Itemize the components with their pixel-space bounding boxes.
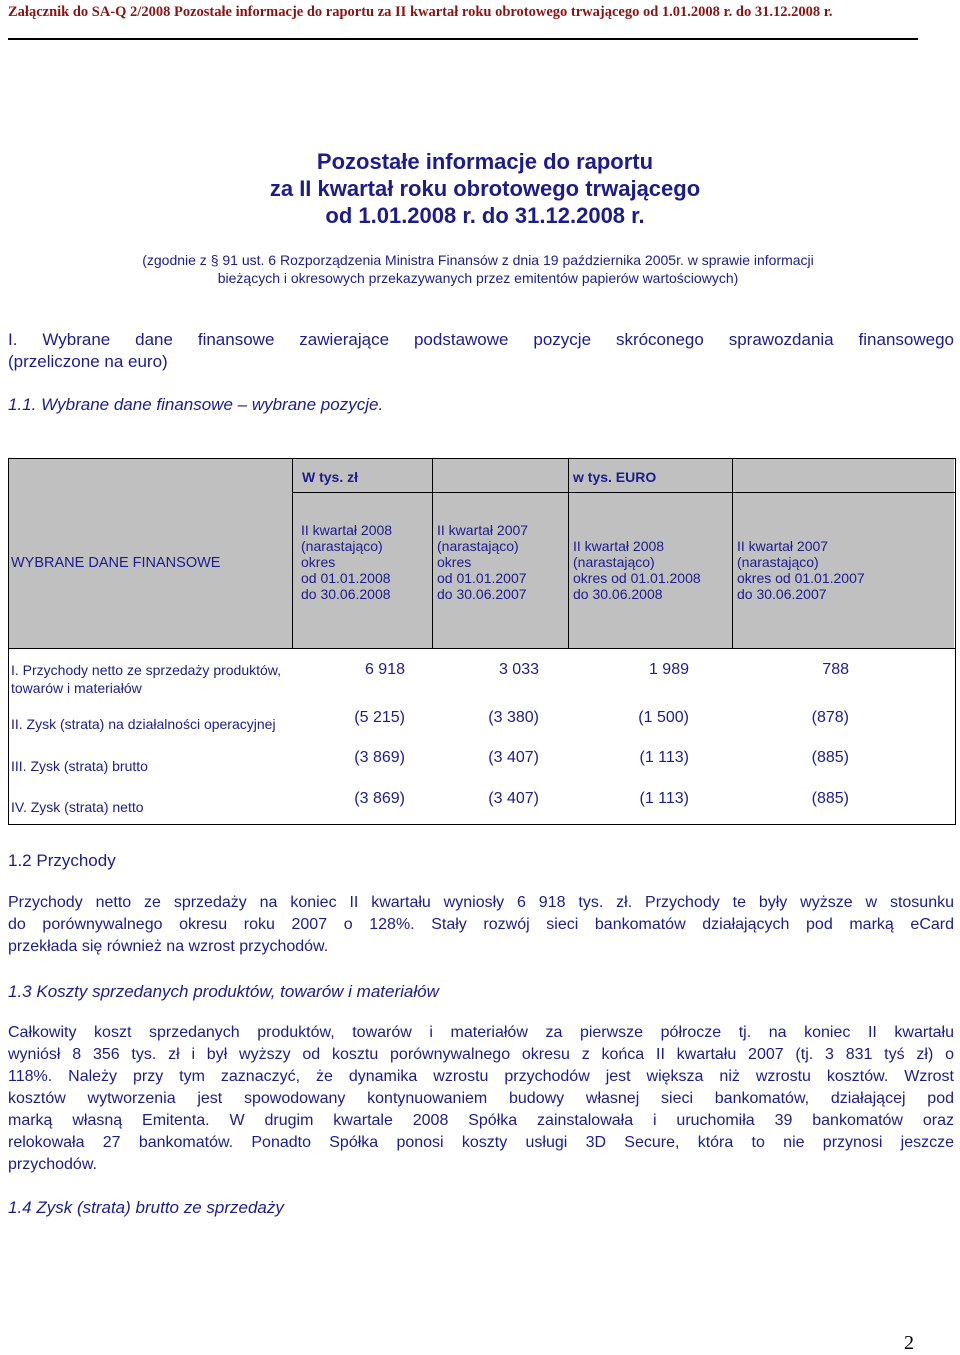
section-1-3-line-7: przychodów. (8, 1156, 97, 1173)
title-line-1: Pozostałe informacje do raportu (316, 149, 654, 174)
value-eur-2008: 1 989 (648, 661, 689, 678)
value-pln-2008: (3 869) (354, 790, 405, 807)
value-pln-2007: (3 407) (488, 749, 539, 766)
section-1-4-heading: 1.4 Zysk (strata) brutto ze sprzedaży (8, 1198, 284, 1217)
section-1-3-line-4: kosztów wytworzenia jest spowodowany kontynuowaniem budowy własnej sieci bankomatów, działającej pod (8, 1090, 954, 1107)
section-1-3-line-1: Całkowity koszt sprzedanych produktów, towarów i materiałów za pierwsze półrocze tj. na koniec II kwartału (8, 1024, 954, 1041)
row-header-label: WYBRANE DANE FINANSOWE (11, 555, 221, 571)
section-1-3-heading: 1.3 Koszty sprzedanych produktów, towarów i materiałów (8, 982, 439, 1001)
value-eur-2007: (885) (811, 790, 849, 807)
section-1-heading-line-2: (przeliczone na euro) (8, 352, 168, 371)
column-header-pln-2008: II kwartał 2008 (narastająco) okres od 01.01.2008 do 30.06.2008 (301, 522, 393, 602)
value-eur-2007: (878) (811, 709, 849, 726)
column-header-pln-2007: II kwartał 2007 (narastająco) okres od 01.01.2007 do 30.06.2007 (437, 522, 529, 602)
column-header-eur-2008: II kwartał 2008 (narastająco) okres od 01.01.2008 do 30.06.2008 (573, 538, 701, 602)
row-label: I. Przychody netto ze sprzedaży produktów, towarów i materiałów (11, 662, 282, 696)
value-eur-2007: (885) (811, 749, 849, 766)
value-pln-2007: 3 033 (498, 661, 539, 678)
row-label: IV. Zysk (strata) netto (11, 799, 144, 815)
section-1-2-line-3: przekłada się również na wzrost przychodów. (8, 938, 329, 955)
section-1-1-heading: 1.1. Wybrane dane finansowe – wybrane pozycje. (8, 395, 384, 414)
section-1-3-line-6: relokowała 27 bankomatów. Ponadto Spółka ponosi koszty usługi 3D Secure, która to nie przynosi jeszcze (8, 1134, 954, 1151)
unit-eur-label: w tys. EURO (573, 469, 657, 485)
value-pln-2008: 6 918 (364, 661, 405, 678)
document-header: Załącznik do SA-Q 2/2008 Pozostałe informacje do raportu za II kwartał roku obrotowego trwającego od 1.01.2008 r. do 31.12.2008 r. (8, 4, 833, 20)
section-1-3-line-3: 118%. Należy przy tym zaznaczyć, że dynamika wzrostu przychodów jest większa niż wzrostu kosztów. Wzrost (8, 1068, 954, 1085)
value-eur-2007: 788 (822, 661, 849, 678)
value-eur-2008: (1 113) (639, 749, 689, 766)
value-pln-2007: (3 407) (488, 790, 539, 807)
section-1-2-line-1: Przychody netto ze sprzedaży na koniec II kwartału wyniosły 6 918 tys. zł. Przychody te były wyższe w stosunku (8, 894, 954, 911)
legal-note-line-2: bieżących i okresowych przekazywanych przez emitentów papierów wartościowych) (217, 270, 739, 286)
legal-note-line-1: (zgodnie z § 91 ust. 6 Rozporządzenia Ministra Finansów z dnia 19 października 2005r. w sprawie informacji (142, 252, 814, 268)
section-1-heading-line-1: I. Wybrane dane finansowe zawierające podstawowe pozycje skróconego sprawozdania finansowego (8, 330, 954, 349)
page-number: 2 (904, 1332, 914, 1354)
column-header-eur-2007: II kwartał 2007 (narastająco) okres od 01.01.2007 do 30.06.2007 (737, 538, 865, 602)
section-1-3-line-2: wyniósł 8 356 tys. zł i był wyższy od kosztu porównywalnego okresu z końca II kwartału 2007 (tj. 3 831 tyś zł) o (8, 1046, 954, 1063)
header-rule (8, 38, 918, 40)
value-eur-2008: (1 500) (638, 709, 689, 726)
financial-data-table (8, 458, 956, 825)
row-label: II. Zysk (strata) na działalności operacyjnej (11, 716, 276, 732)
unit-pln-label: W tys. zł (302, 469, 359, 485)
title-line-2: za II kwartał roku obrotowego trwającego (269, 176, 701, 201)
title-line-3: od 1.01.2008 r. do 31.12.2008 r. (325, 203, 645, 228)
value-pln-2008: (5 215) (354, 709, 405, 726)
row-label: III. Zysk (strata) brutto (11, 758, 148, 774)
value-pln-2008: (3 869) (354, 749, 405, 766)
value-pln-2007: (3 380) (488, 709, 539, 726)
section-1-3-line-5: marką własną Emitenta. W drugim kwartale 2008 Spółka zainstalowała i uruchomiła 39 bankomatów oraz (8, 1112, 954, 1129)
section-1-2-line-2: do porównywalnego okresu roku 2007 o 128%. Stały rozwój sieci bankomatów działających pod marką eCard (8, 916, 954, 933)
value-eur-2008: (1 113) (639, 790, 689, 807)
section-1-2-heading: 1.2 Przychody (8, 851, 116, 870)
